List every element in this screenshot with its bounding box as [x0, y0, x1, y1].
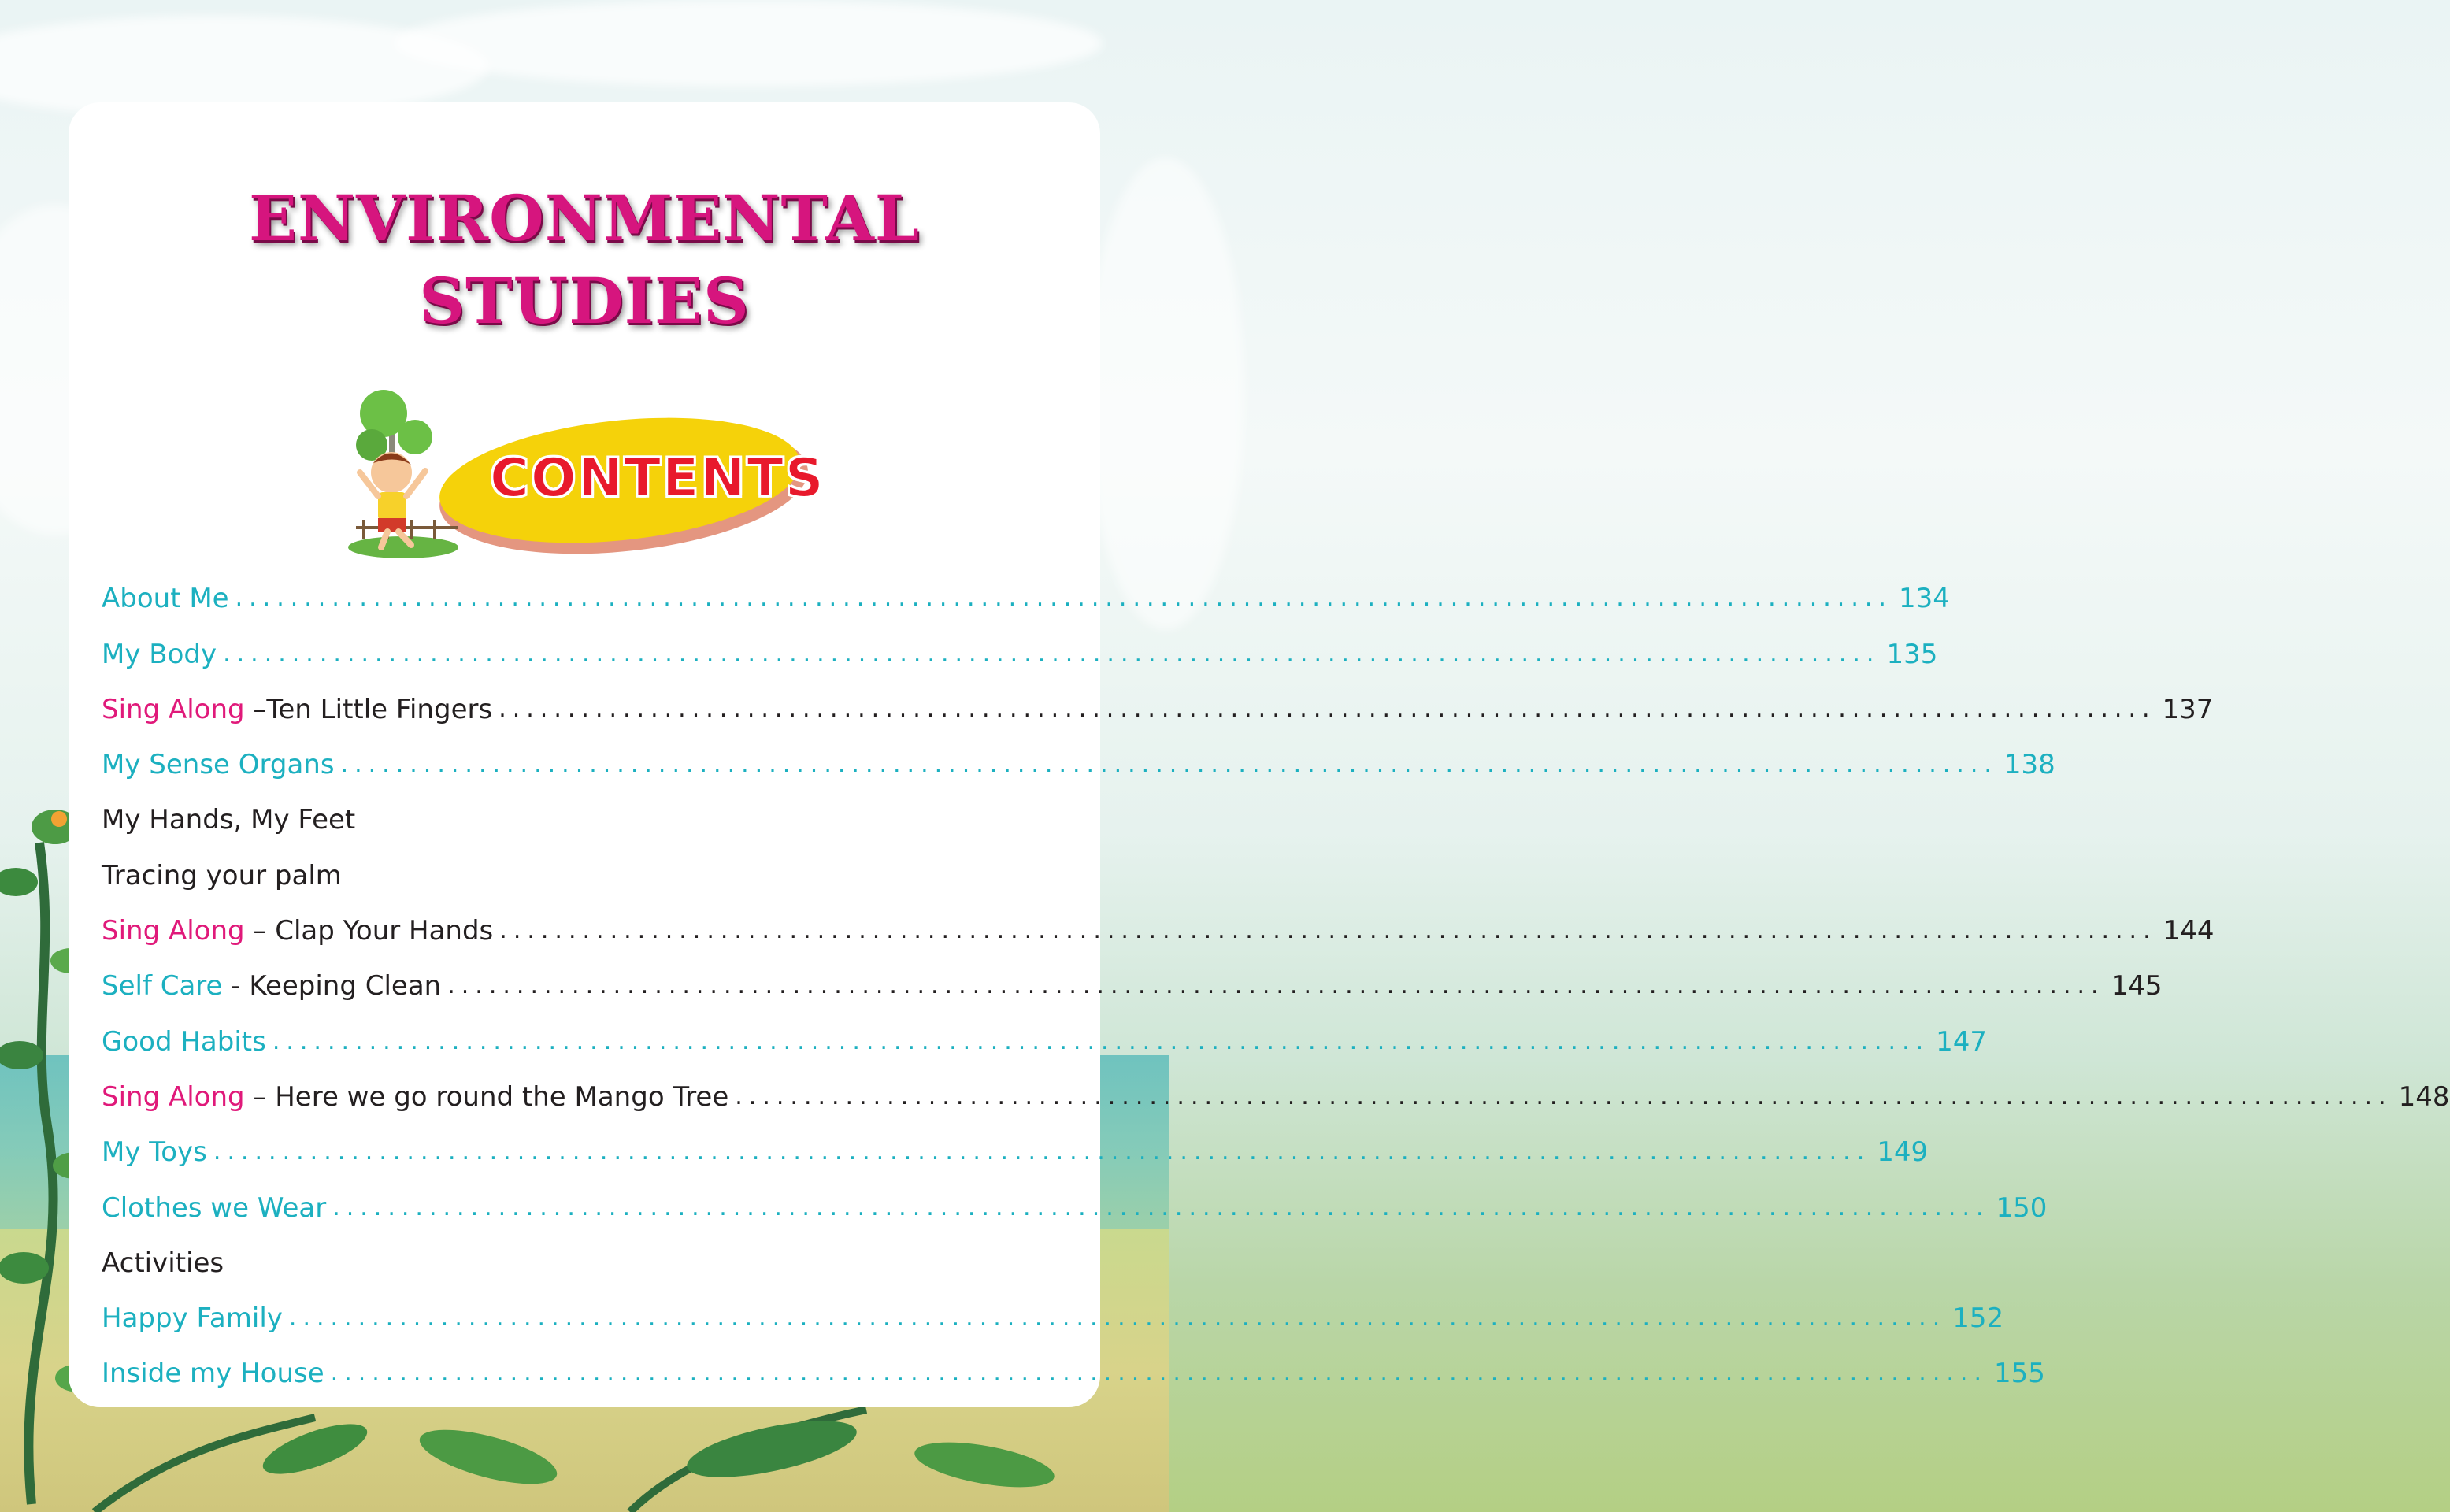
cloud — [1087, 158, 1244, 630]
toc-entry-title — [102, 747, 335, 782]
toc-dot-leader: ........................................................................................................................ — [235, 584, 1892, 613]
toc-dot-leader: ........................................................................................................................ — [735, 1082, 2393, 1110]
toc-entry-prefix: Sing Along — [102, 1080, 245, 1113]
toc-page-number: 138 — [2003, 749, 2055, 781]
toc-dot-leader: ........................................................................................................................ — [340, 750, 1998, 779]
toc-entry-title — [102, 858, 342, 893]
toc-entry-title — [102, 637, 217, 672]
toc-entry — [102, 1176, 2048, 1231]
toc-page-number: 137 — [2162, 693, 2214, 725]
toc-entry-title — [102, 1356, 324, 1391]
toc-entry — [102, 622, 1938, 677]
toc-entry-title — [102, 1301, 283, 1336]
toc-page-number: 147 — [1936, 1025, 1988, 1058]
toc-page-number: 145 — [2111, 970, 2163, 1002]
toc-page-number: 135 — [1886, 638, 1938, 670]
toc-entry-title — [102, 802, 355, 837]
toc-page-number: 152 — [1952, 1303, 2004, 1335]
toc-entry-title — [102, 969, 441, 1003]
toc-entry-prefix: Sing Along — [102, 693, 245, 725]
toc-entry-title — [102, 1080, 728, 1114]
toc-entry-prefix: Tracing your palm — [102, 859, 342, 891]
table-of-contents — [102, 567, 2450, 1397]
toc-entry — [102, 678, 2214, 733]
toc-entry-title — [102, 914, 493, 948]
toc-page-number: 155 — [1994, 1358, 2045, 1390]
toc-page-number: 144 — [2163, 915, 2215, 947]
toc-entry-prefix: Clothes we Wear — [102, 1191, 327, 1224]
toc-entry-title — [102, 692, 492, 727]
toc-entry — [102, 843, 1059, 899]
toc-entry-prefix: Inside my House — [102, 1358, 324, 1390]
toc-entry — [102, 733, 2055, 788]
toc-dot-leader: ........................................................................................................................ — [330, 1359, 1988, 1388]
toc-entry-prefix: My Body — [102, 638, 217, 670]
toc-dot-leader: ........................................................................................................................ — [499, 695, 2156, 723]
toc-entry — [102, 1232, 1059, 1287]
toc-entry-prefix: My Hands, My Feet — [102, 804, 356, 836]
bottom-leaves — [79, 1402, 1169, 1512]
contents-badge — [340, 370, 825, 559]
cloud — [394, 0, 1103, 87]
contents-heading: CONTENTS — [490, 447, 825, 510]
toc-entry-title — [102, 1025, 266, 1059]
toc-dot-leader: ........................................................................................................................ — [272, 1027, 1930, 1055]
toc-entry-title — [102, 1246, 224, 1280]
toc-page-number: 150 — [1996, 1191, 2048, 1224]
toc-entry — [102, 567, 1950, 622]
toc-page-number: 148 — [2398, 1080, 2450, 1113]
toc-entry-prefix: My Toys — [102, 1136, 207, 1169]
toc-entry — [102, 1065, 2450, 1121]
toc-entry-prefix: My Sense Organs — [102, 749, 335, 781]
toc-entry-prefix: Self Care — [102, 970, 223, 1002]
toc-dot-leader: ........................................................................................................................ — [288, 1304, 1947, 1332]
toc-dot-leader: ........................................................................................................................ — [447, 972, 2105, 1000]
toc-entry — [102, 1287, 2004, 1342]
toc-dot-leader: ........................................................................................................................ — [223, 639, 1881, 668]
toc-entry-prefix: Sing Along — [102, 915, 245, 947]
toc-entry-subtitle: – Clap Your Hands — [244, 915, 494, 947]
toc-entry-prefix: Activities — [102, 1247, 224, 1279]
book-title-line2: STUDIES — [419, 264, 750, 338]
toc-dot-leader: ........................................................................................................................ — [332, 1193, 1990, 1221]
toc-entry — [102, 788, 1059, 843]
toc-entry — [102, 954, 2163, 1010]
toc-entry-title — [102, 581, 229, 616]
toc-dot-leader: ........................................................................................................................ — [499, 917, 2157, 945]
toc-entry-subtitle: - Keeping Clean — [222, 970, 442, 1002]
toc-entry-title — [102, 1191, 326, 1225]
contents-card — [69, 102, 2450, 1407]
toc-page-number: 134 — [1898, 583, 1950, 615]
toc-entry-subtitle: – Here we go round the Mango Tree — [244, 1080, 729, 1113]
toc-entry — [102, 1121, 1929, 1176]
toc-entry — [102, 1010, 1988, 1065]
toc-entry-title — [102, 1135, 207, 1169]
toc-entry-prefix: About Me — [102, 583, 229, 615]
toc-entry — [102, 1342, 2045, 1397]
toc-entry-prefix: Happy Family — [102, 1303, 283, 1335]
toc-dot-leader: ........................................................................................................................ — [213, 1138, 1871, 1166]
toc-page-number: 149 — [1877, 1136, 1929, 1169]
toc-entry — [102, 899, 2215, 954]
toc-entry-subtitle: –Ten Little Fingers — [244, 693, 493, 725]
toc-entry-prefix: Good Habits — [102, 1025, 266, 1058]
book-title-line1: ENVIRONMENTAL — [248, 181, 921, 255]
